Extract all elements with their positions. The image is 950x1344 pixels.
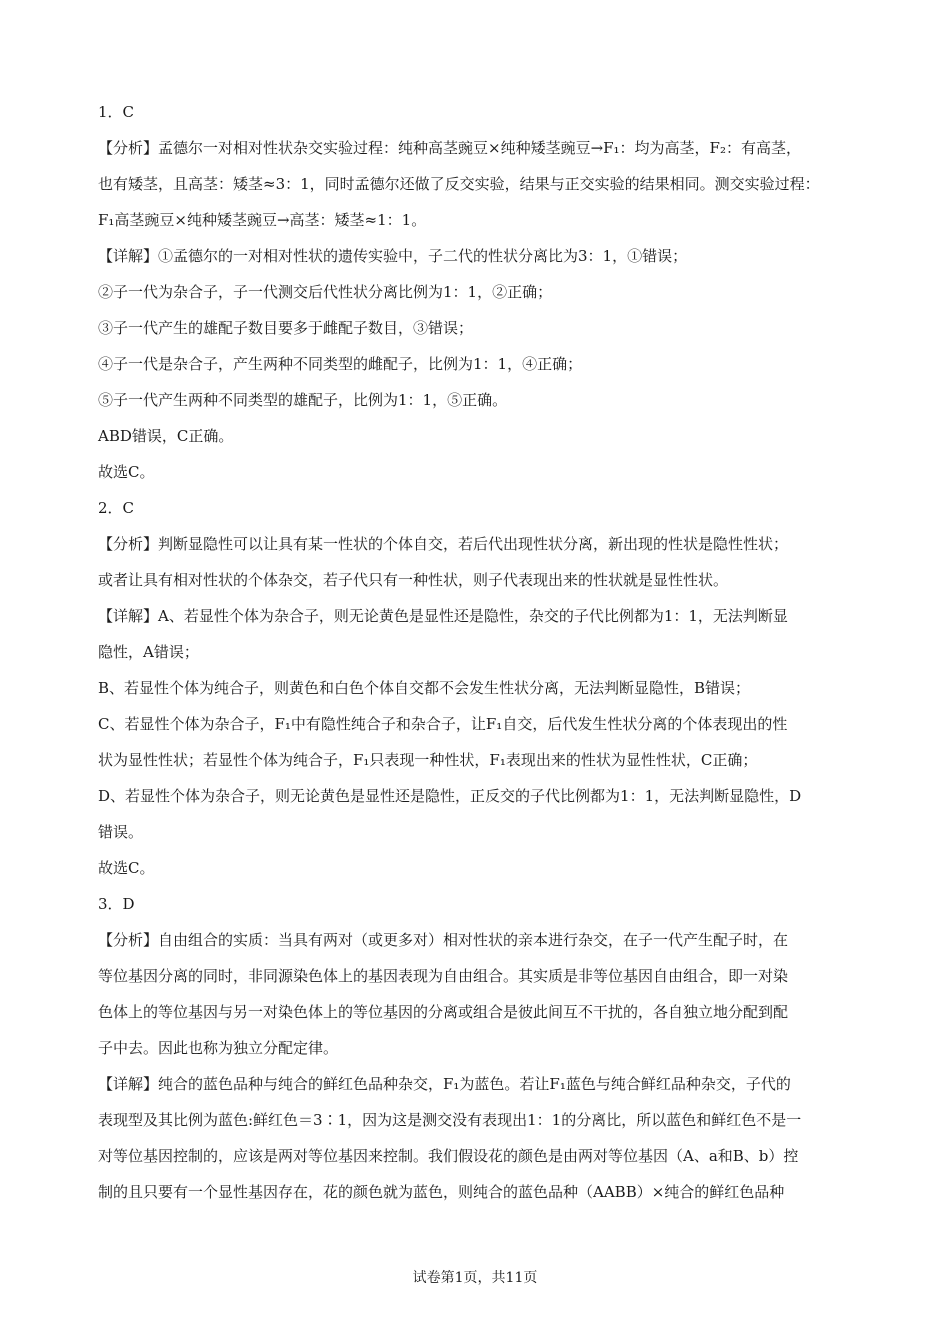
text-line: 【分析】孟德尔一对相对性状杂交实验过程：纯种高茎豌豆×纯种矮茎豌豆→F₁：均为高茎，F₂：有高茎， xyxy=(98,139,801,157)
text-line: 也有矮茎，且高茎：矮茎≈3：1，同时孟德尔还做了反交实验，结果与正交实验的结果相同。测交实验过程： xyxy=(98,175,820,193)
text-line: 子中去。因此也称为独立分配定律。 xyxy=(98,1039,339,1057)
text-line: 【分析】判断显隐性可以让具有某一性状的个体自交，若后代出现性状分离，新出现的性状是隐性性状； xyxy=(98,535,789,553)
text-line: B、若显性个体为纯合子，则黄色和白色个体自交都不会发生性状分离，无法判断显隐性，B错误； xyxy=(98,679,751,697)
text-line: F₁高茎豌豆×纯种矮茎豌豆→高茎：矮茎≈1：1。 xyxy=(98,211,427,229)
text-line: ⑤子一代产生两种不同类型的雄配子，比例为1：1，⑤正确。 xyxy=(98,391,508,409)
text-line: 故选C。 xyxy=(98,463,155,481)
text-line: D、若显性个体为杂合子，则无论黄色是显性还是隐性，正反交的子代比例都为1：1，无法判断显隐性，D xyxy=(98,787,802,805)
text-line: ③子一代产生的雄配子数目要多于雌配子数目，③错误； xyxy=(98,319,474,337)
text-line: 制的且只要有一个显性基因存在，花的颜色就为蓝色，则纯合的蓝色品种（AABB）×纯合的鲜红色品种 xyxy=(98,1183,785,1201)
text-line: 错误。 xyxy=(98,823,144,841)
text-line: ④子一代是杂合子，产生两种不同类型的雌配子，比例为1：1，④正确； xyxy=(98,355,583,373)
text-line: 【分析】自由组合的实质：当具有两对（或更多对）相对性状的亲本进行杂交，在子一代产生配子时，在 xyxy=(98,931,789,949)
text-line: 【详解】A、若显性个体为杂合子，则无论黄色是显性还是隐性，杂交的子代比例都为1：1，无法判断显 xyxy=(98,607,788,625)
page-footer: 试卷第1页，共11页 xyxy=(412,1270,538,1286)
text-line: 表现型及其比例为蓝色:鲜红色＝3∶1，因为这是测交没有表现出1：1的分离比，所以蓝色和鲜红色不是一 xyxy=(98,1111,802,1129)
text-line: 故选C。 xyxy=(98,859,155,877)
text-line: 对等位基因控制的，应该是两对等位基因来控制。我们假设花的颜色是由两对等位基因（A、a和B、b）控 xyxy=(98,1147,799,1165)
text-line: 状为显性性状；若显性个体为纯合子，F₁只表现一种性状，F₁表现出来的性状为显性性状，C正确； xyxy=(98,751,758,769)
text-line: 1．C xyxy=(98,103,135,121)
text-line: 色体上的等位基因与另一对染色体上的等位基因的分离或组合是彼此间互不干扰的，各自独立地分配到配 xyxy=(98,1003,789,1021)
text-line: ②子一代为杂合子，子一代测交后代性状分离比例为1：1，②正确； xyxy=(98,283,553,301)
text-line: 等位基因分离的同时，非同源染色体上的基因表现为自由组合。其实质是非等位基因自由组合，即一对染 xyxy=(98,967,789,985)
text-line: 【详解】纯合的蓝色品种与纯合的鲜红色品种杂交，F₁为蓝色。若让F₁蓝色与纯合鲜红品种杂交，子代的 xyxy=(98,1075,791,1093)
text-line: 【详解】①孟德尔的一对相对性状的遗传实验中，子二代的性状分离比为3：1，①错误； xyxy=(98,247,688,265)
text-line: 2．C xyxy=(98,499,135,517)
text-line: 或者让具有相对性状的个体杂交，若子代只有一种性状，则子代表现出来的性状就是显性性状。 xyxy=(98,571,729,589)
text-line: C、若显性个体为杂合子，F₁中有隐性纯合子和杂合子，让F₁自交，后代发生性状分离的个体表现出的性 xyxy=(98,715,788,733)
text-line: 3．D xyxy=(98,895,135,913)
answer-content xyxy=(98,94,846,1210)
text-line: ABD错误，C正确。 xyxy=(98,427,234,445)
text-line: 隐性，A错误； xyxy=(98,643,199,661)
